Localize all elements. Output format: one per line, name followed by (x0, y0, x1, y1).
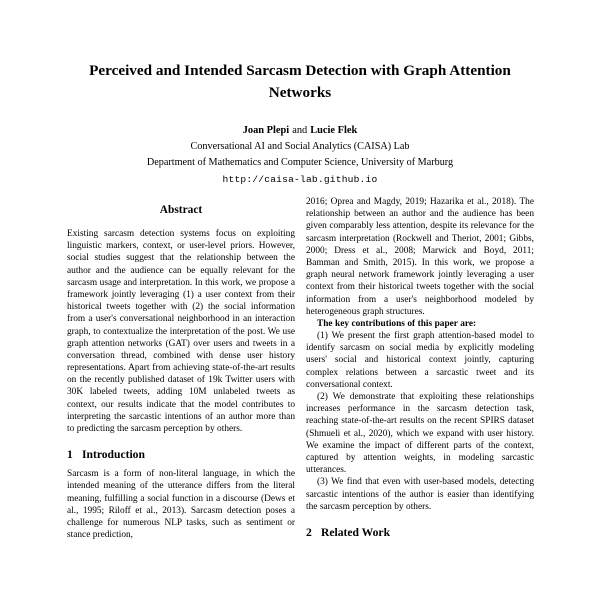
author-second: Lucie Flek (310, 125, 358, 137)
title-block (0, 0, 600, 186)
author-names (62, 124, 538, 138)
section-number: 1 (67, 448, 73, 462)
author-first: Joan Plepi (242, 125, 290, 137)
left-column (67, 196, 295, 600)
affiliation-department: Department of Mathematics and Computer Science, University of Marburg (146, 157, 454, 169)
section-title: Introduction (82, 448, 145, 462)
author-conjunction: and (292, 125, 308, 137)
section-title: Related Work (321, 525, 391, 539)
affiliation-lab: Conversational AI and Social Analytics (CAISA) Lab (190, 141, 410, 153)
section-heading-related-work (306, 526, 534, 539)
contribution-item-3: (3) We find that even with user-based models, detecting sarcastic intentions of the author is easier than identifying the sarcasm perception by others. (306, 477, 534, 512)
abstract-heading: Abstract (159, 204, 203, 216)
introduction-paragraph: Sarcasm is a form of non-literal language, in which the intended meaning of the utterance differs from the literal meaning, fulfilling a social function in a discourse (Dews et al., 1995; Riloff et al., 2013). Sarcasm detection poses a challenge for numerous NLP tasks, such as sentiment or stance prediction, (67, 469, 295, 541)
contribution-item-1: (1) We present the first graph attention-based model to identify sarcasm on social media by explicitly modeling users' social and historical context jointly, capturing complex relations between a sarcastic tweet and its conversational context. (306, 331, 534, 390)
section-heading-introduction (67, 448, 295, 461)
right-column (306, 196, 534, 600)
author-block (62, 124, 538, 186)
page-title: Perceived and Intended Sarcasm Detection with Graph Attention Networks (89, 62, 511, 101)
introduction-continued-paragraph: 2016; Oprea and Magdy, 2019; Hazarika et al., 2018). The relationship between an author and the audience has been given comparably less attention, despite its relevance for the sarcasm interpretation (Rockwell and Theriot, 2001; Gibbs, 2000; Dress et al., 2008; Marwick and Boyd, 2011; Bamman and Smith, 2015). In this work, we propose a graph neural network framework jointly leveraging a user context from their historical tweets together with the social information from a user's neighborhood modeled by heterogeneous graph structures. (306, 197, 534, 317)
two-column-body (0, 196, 600, 600)
project-url-link[interactable]: http://caisa-lab.github.io (222, 174, 378, 186)
contribution-item-2: (2) We demonstrate that exploiting these relationships increases performance in the sarcasm detection task, reaching state-of-the-art results on the recent SPIRS dataset (Shmueli et al., 2020), which we expand with user history. We examine the impact of different parts of the context, captured by attention weights, in modeling sarcastic utterances. (306, 392, 534, 476)
abstract-paragraph: Existing sarcasm detection systems focus on exploiting linguistic markers, context, or user-level priors. However, social studies suggest that the relationship between the author and the audience can be equally relevant for the sarcasm usage and interpretation. In this work, we propose a framework jointly leveraging (1) a user context from their historical tweets together with (2) the social information from a user's conversational neighborhood in an interaction graph, to contextualize the interpretation of the post. We use graph attention networks (GAT) over users and tweets in a conversation thread, combined with dense user history representations. Apart from achieving state-of-the-art results on the recently published dataset of 19k Twitter users with 30K labeled tweets, adding 10M unlabeled tweets as context, our results indicate that the model contributes to interpreting the sarcastic intentions of an author more than to predicting the sarcasm perception by others. (67, 229, 295, 434)
section-number: 2 (306, 525, 312, 539)
contributions-lead-in: The key contributions of this paper are: (317, 318, 477, 329)
